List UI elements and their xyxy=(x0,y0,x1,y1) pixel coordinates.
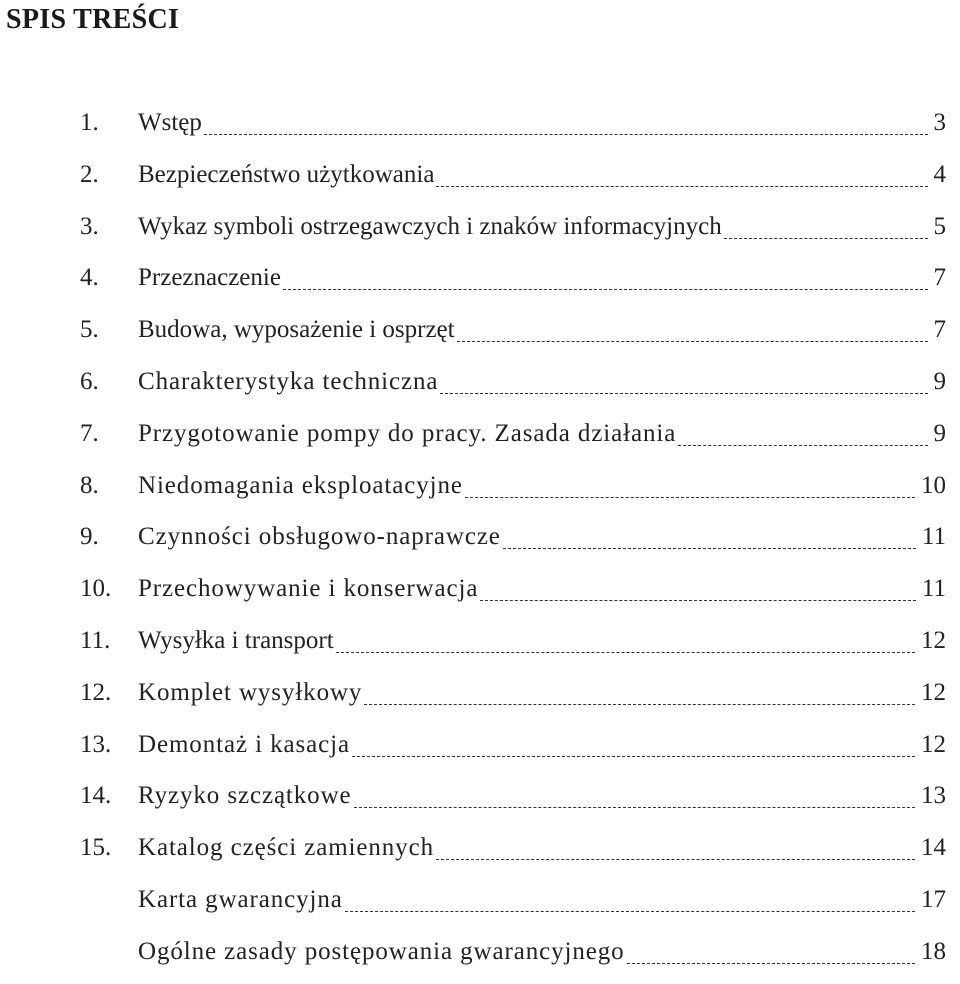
toc-entry-page: 7 xyxy=(933,316,946,344)
toc-entry-page: 17 xyxy=(921,885,946,913)
toc-entry-label: Charakterystyka techniczna xyxy=(138,367,439,395)
toc-entry-number: 14. xyxy=(80,782,112,810)
toc-entry-number: 4. xyxy=(80,264,99,292)
toc-entry[interactable] xyxy=(0,207,960,259)
toc-entry-page: 9 xyxy=(933,367,946,395)
toc-entry[interactable] xyxy=(0,310,960,362)
toc-dot-leader xyxy=(436,186,927,187)
page-title: SPIS TREŚCI xyxy=(6,4,180,35)
toc-entry-label: Ryzyko szczątkowe xyxy=(138,782,352,810)
toc-entry[interactable] xyxy=(0,517,960,569)
toc-entry[interactable] xyxy=(0,828,960,880)
toc-entry-label: Katalog części zamiennych xyxy=(138,834,434,862)
toc-entry-label: Budowa, wyposażenie i osprzęt xyxy=(138,316,455,344)
toc-entry-label: Wykaz symboli ostrzegawczych i znaków informacyjnych xyxy=(138,212,722,240)
toc-entry[interactable] xyxy=(0,414,960,466)
toc-entry-page: 4 xyxy=(933,160,946,188)
toc-entry[interactable] xyxy=(0,466,960,518)
toc-entry-page: 3 xyxy=(933,109,946,136)
toc-entry-page: 11 xyxy=(921,575,946,603)
toc-dot-leader xyxy=(480,600,916,601)
toc-entry-page: 10 xyxy=(921,471,946,499)
toc-entry-number: 8. xyxy=(80,471,99,499)
toc-entry-page: 11 xyxy=(921,523,946,551)
toc-dot-leader xyxy=(457,341,928,342)
toc-entry[interactable] xyxy=(0,776,960,828)
toc-entry[interactable] xyxy=(0,155,960,207)
toc-entry-page: 13 xyxy=(921,782,946,810)
toc-entry-label: Przeznaczenie xyxy=(138,264,281,292)
toc-entry-label: Przygotowanie pompy do pracy. Zasada działania xyxy=(138,419,677,447)
toc-dot-leader xyxy=(354,807,915,808)
toc-entry[interactable] xyxy=(0,103,960,155)
toc-entry-number: 12. xyxy=(80,678,112,706)
toc-entry-label: Demontaż i kasacja xyxy=(138,730,350,758)
toc-entry-label: Czynności obsługowo-naprawcze xyxy=(138,523,501,551)
toc-entry-label: Wysyłka i transport xyxy=(138,626,334,654)
toc-dot-leader xyxy=(283,289,928,290)
toc-entry-label: Bezpieczeństwo użytkowania xyxy=(138,160,435,188)
toc-entry-label: Wstęp xyxy=(138,109,202,136)
toc-entry-page: 12 xyxy=(921,678,946,706)
toc-entry-page: 5 xyxy=(933,212,946,240)
toc-entry-page: 9 xyxy=(933,419,946,447)
toc-entry-number: 7. xyxy=(80,419,99,447)
toc-entry[interactable] xyxy=(0,362,960,414)
toc-entry-number: 3. xyxy=(80,212,99,240)
toc-entry-number: 15. xyxy=(80,834,112,862)
toc-entry[interactable] xyxy=(0,673,960,725)
toc-entry-page: 12 xyxy=(921,730,946,758)
toc-dot-leader xyxy=(724,238,928,239)
toc-dot-leader xyxy=(465,497,915,498)
toc-entry-label: Ogólne zasady postępowania gwarancyjnego xyxy=(138,937,625,965)
toc-entry-number: 10. xyxy=(80,575,112,603)
toc-entry-page: 7 xyxy=(933,264,946,292)
toc-entry-number: 6. xyxy=(80,367,99,395)
toc-dot-leader xyxy=(345,911,915,912)
toc-entry-label: Przechowywanie i konserwacja xyxy=(138,575,479,603)
toc-dot-leader xyxy=(336,652,915,653)
toc-dot-leader xyxy=(364,704,915,705)
toc-entry-label: Karta gwarancyjna xyxy=(138,885,343,913)
toc-entry-number: 5. xyxy=(80,316,99,344)
toc-entry[interactable] xyxy=(0,725,960,777)
toc-entry[interactable] xyxy=(0,932,960,984)
toc-entry-page: 12 xyxy=(921,626,946,654)
toc-entry-number: 1. xyxy=(80,109,99,136)
toc-entry[interactable] xyxy=(0,258,960,310)
toc-dot-leader xyxy=(352,756,915,757)
toc-entry-number: 13. xyxy=(80,730,112,758)
toc-entry[interactable] xyxy=(0,621,960,673)
toc-entry-number: 9. xyxy=(80,523,99,551)
toc-entry-label: Komplet wysyłkowy xyxy=(138,678,363,706)
table-of-contents xyxy=(0,103,960,984)
toc-entry-number: 2. xyxy=(80,160,99,188)
toc-dot-leader xyxy=(440,393,927,394)
toc-entry-number: 11. xyxy=(80,626,111,654)
toc-entry-page: 18 xyxy=(921,937,946,965)
toc-dot-leader xyxy=(503,548,916,549)
toc-dot-leader xyxy=(627,963,915,964)
toc-dot-leader xyxy=(678,445,927,446)
toc-dot-leader xyxy=(436,859,915,860)
toc-entry[interactable] xyxy=(0,569,960,621)
toc-entry-label: Niedomagania eksploatacyjne xyxy=(138,471,463,499)
toc-dot-leader xyxy=(204,134,928,135)
toc-entry[interactable] xyxy=(0,880,960,932)
toc-entry-page: 14 xyxy=(921,834,946,862)
